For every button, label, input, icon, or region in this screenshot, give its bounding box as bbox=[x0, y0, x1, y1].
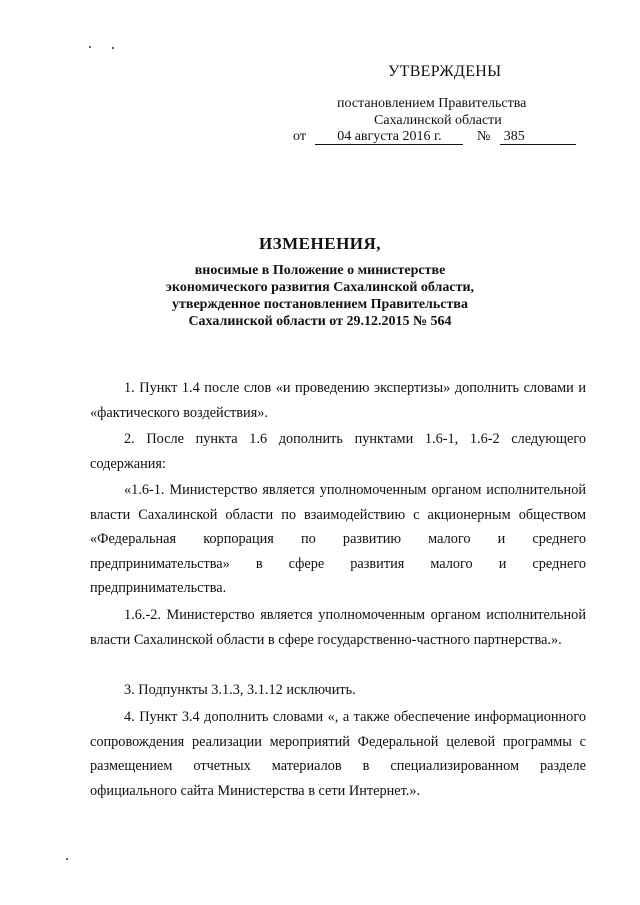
number-label: № bbox=[476, 129, 491, 144]
scan-speck bbox=[89, 46, 91, 48]
paragraph-2: 2. После пункта 1.6 дополнить пунктами 1.6-1, 1.6-2 следующего содержания: bbox=[90, 431, 586, 472]
approval-line-1: постановлением Правительства bbox=[337, 96, 527, 111]
approval-number: 385 bbox=[500, 129, 576, 145]
paragraph-6: 4. Пункт 3.4 дополнить словами «, а также обеспечение информационного сопровождения реализации мероприятий Федеральной целевой программы с размещением отчетных материалов в специализированном разделе официального сайта Министерства в сети Интернет.». bbox=[90, 709, 586, 799]
approval-line-2: Сахалинской области bbox=[374, 113, 502, 128]
approval-title: УТВЕРЖДЕНЫ bbox=[388, 63, 502, 80]
subtitle-line: вносимые в Положение о министерстве bbox=[194, 263, 446, 278]
subtitle-line: утвержденное постановлением Правительства bbox=[172, 297, 468, 312]
paragraph-1: 1. Пункт 1.4 после слов «и проведению экспертизы» дополнить словами и «фактического воздействия». bbox=[90, 380, 586, 421]
document-subtitle bbox=[80, 262, 560, 330]
paragraph-5: 3. Подпункты 3.1.3, 3.1.12 исключить. bbox=[124, 682, 356, 698]
approval-date-row bbox=[293, 129, 576, 145]
subtitle-line: экономического развития Сахалинской области, bbox=[165, 280, 475, 295]
document-title: ИЗМЕНЕНИЯ, bbox=[258, 234, 382, 253]
scan-speck bbox=[66, 858, 68, 860]
approval-date: 04 августа 2016 г. bbox=[315, 129, 463, 145]
subtitle-line: Сахалинской области от 29.12.2015 № 564 bbox=[188, 314, 452, 329]
scan-speck bbox=[112, 47, 114, 49]
paragraph-4: 1.6.-2. Министерство является уполномоченным органом исполнительной власти Сахалинской области в сфере государственно-частного партнерства.». bbox=[90, 607, 586, 648]
from-label: от bbox=[293, 129, 306, 144]
paragraph-3: «1.6-1. Министерство является уполномоченным органом исполнительной власти Сахалинской области по взаимодействию с акционерным обществом «Федеральная корпорация по развитию малого и среднего предпринимательства» в сфере развития малого и среднего предпринимательства. bbox=[90, 482, 586, 596]
